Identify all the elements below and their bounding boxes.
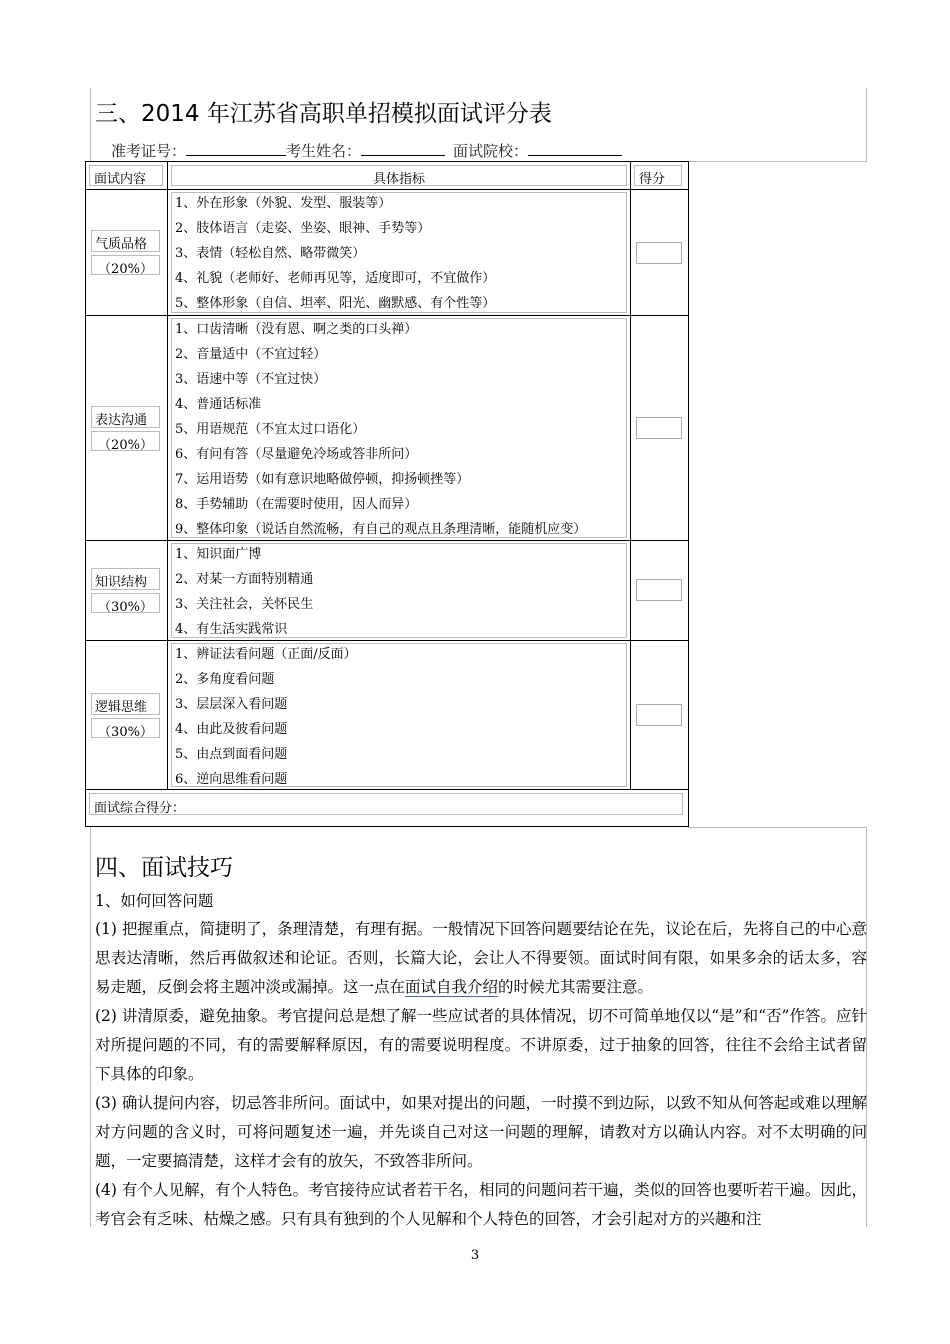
col-sep-2 <box>630 162 631 789</box>
frame-line-left-bottom <box>90 827 91 1227</box>
category-name-box <box>91 406 160 428</box>
category-weight: （20%） <box>98 262 153 277</box>
indicator-item: 1、口齿清晰（没有恩、啊之类的口头禅） <box>175 322 418 337</box>
col-sep-1 <box>167 162 168 789</box>
category-weight-box <box>91 431 160 451</box>
indicator-item: 2、音量适中（不宜过轻） <box>175 347 327 362</box>
indicator-item: 4、普通话标准 <box>175 397 262 412</box>
section3-title: 三、2014 年江苏省高职单招模拟面试评分表 <box>95 101 552 127</box>
indicator-list-box <box>171 543 627 638</box>
candidate-info-row <box>111 140 622 161</box>
category-weight-box <box>91 593 160 613</box>
self-intro-link[interactable]: 面试自我介绍 <box>405 978 499 996</box>
indicator-item: 2、多角度看问题 <box>175 672 275 687</box>
indicator-list-box <box>171 318 627 538</box>
category-weight: （30%） <box>98 600 153 615</box>
indicator-item: 9、整体印象（说话自然流畅，有自己的观点且条理清晰，能随机应变） <box>175 522 587 537</box>
category-weight: （30%） <box>98 725 153 740</box>
category-name: 表达沟通 <box>95 413 148 428</box>
paragraph-2: (2) 讲清原委，避免抽象。考官提问总是想了解一些应试者的具体情况，切不可简单地仅以“是”和“否”作答。应针对所提问题的不同，有的需要解释原因，有的需要说明程度。不讲原委，过于抽象的回答，往往不会给主试者留下具体的印象。 <box>95 1007 867 1083</box>
indicator-item: 3、表情（轻松自然、略带微笑） <box>175 246 366 261</box>
paragraph-1-text: (1) 把握重点，简捷明了，条理清楚，有理有据。一般情况下回答问题要结论在先，议论在后，先将自己的中心意思表达清晰，然后再做叙述和论证。否则，长篇大论，会让人不得要领。面试时间有限，如果多余的话太多，容易走题，反倒会将主题冲淡或漏掉。这一点在 <box>95 920 867 996</box>
header-content-label: 面试内容 <box>94 172 147 187</box>
header-indicator-cell <box>171 165 627 186</box>
paragraph-3: (3) 确认提问内容，切忌答非所问。面试中，如果对提出的问题，一时摸不到边际，以致不知从何答起或难以理解对方问题的含义时，可将问题复述一遍，并先谈自己对这一问题的理解，请教对方以确认内容。对不太明确的问题，一定要搞清楚，这样才会有的放矢，不致答非所问。 <box>95 1094 867 1170</box>
school-label: 面试院校： <box>453 142 529 160</box>
paragraph-1-text-end: 的时候尤其需要注意。 <box>498 978 654 996</box>
indicator-item: 7、运用语势（如有意识地略做停顿，抑扬顿挫等） <box>175 472 470 487</box>
category-name-box <box>91 230 160 252</box>
header-indicator-label: 具体指标 <box>372 172 425 187</box>
indicator-item: 1、知识面广博 <box>175 547 262 562</box>
row-sep-2 <box>86 540 688 541</box>
indicator-item: 3、语速中等（不宜过快） <box>175 372 327 387</box>
frame-line-section4-top <box>688 827 867 828</box>
school-field[interactable] <box>528 140 622 156</box>
indicator-item: 1、外在形象（外貌、发型、服装等） <box>175 196 392 211</box>
indicator-item: 5、用语规范（不宜太过口语化） <box>175 422 366 437</box>
indicator-item: 4、礼貌（老师好、老师再见等，适度即可，不宜做作） <box>175 271 496 286</box>
indicator-list-box <box>171 192 627 313</box>
page-number: 3 <box>470 1248 480 1263</box>
indicator-list-box <box>171 643 627 787</box>
category-name: 知识结构 <box>95 575 148 590</box>
sub-heading: 1、如何回答问题 <box>95 892 214 910</box>
candidate-name-field[interactable] <box>361 140 445 156</box>
indicator-item: 3、关注社会，关怀民生 <box>175 597 314 612</box>
row-sep-3 <box>86 640 688 641</box>
candidate-no-field[interactable] <box>186 140 286 156</box>
total-score-label: 面试综合得分： <box>94 801 186 816</box>
paragraph-1 <box>95 915 867 1002</box>
category-name-box <box>91 568 160 590</box>
candidate-name-label: 考生姓名： <box>286 142 362 160</box>
indicator-item: 5、由点到面看问题 <box>175 747 288 762</box>
indicator-item: 4、由此及彼看问题 <box>175 722 288 737</box>
category-weight-box <box>91 718 160 738</box>
total-score-field[interactable] <box>89 793 683 815</box>
score-input[interactable] <box>636 704 682 726</box>
indicator-item: 6、逆向思维看问题 <box>175 772 288 787</box>
category-weight: （20%） <box>98 438 153 453</box>
frame-line-header-bottom <box>688 161 867 162</box>
score-input[interactable] <box>636 417 682 439</box>
section4-title: 四、面试技巧 <box>95 855 233 881</box>
indicator-item: 2、肢体语言（走姿、坐姿、眼神、手势等） <box>175 221 431 236</box>
frame-line-left-top <box>90 88 91 161</box>
indicator-item: 3、层层深入看问题 <box>175 697 288 712</box>
candidate-no-label: 准考证号： <box>111 142 187 160</box>
header-content-cell <box>89 165 163 186</box>
category-weight-box <box>91 255 160 275</box>
category-name-box <box>91 693 160 715</box>
row-sep-4 <box>86 789 688 790</box>
scoring-table <box>85 161 689 827</box>
indicator-item: 5、整体形象（自信、坦率、阳光、幽默感、有个性等） <box>175 296 496 311</box>
score-input[interactable] <box>636 242 682 264</box>
header-score-label: 得分 <box>639 172 666 187</box>
category-name: 逻辑思维 <box>95 700 148 715</box>
row-sep-header <box>86 189 688 190</box>
indicator-item: 8、手势辅助（在需要时使用，因人而异） <box>175 497 418 512</box>
category-name: 气质品格 <box>95 237 148 252</box>
indicator-item: 4、有生活实践常识 <box>175 622 288 637</box>
row-sep-1 <box>86 315 688 316</box>
indicator-item: 2、对某一方面特别精通 <box>175 572 314 587</box>
score-input[interactable] <box>636 579 682 601</box>
indicator-item: 1、辨证法看问题（正面/反面） <box>175 647 357 662</box>
paragraph-4: (4) 有个人见解，有个人特色。考官接待应试者若干名，相同的问题问若干遍，类似的回答也要听若干遍。因此，考官会有乏味、枯燥之感。只有具有独到的个人见解和个人特色的回答，才会引起对方的兴趣和注 <box>95 1181 867 1228</box>
header-score-cell <box>634 165 682 186</box>
indicator-item: 6、有问有答（尽量避免冷场或答非所问） <box>175 447 418 462</box>
frame-line-right-top <box>866 88 867 161</box>
